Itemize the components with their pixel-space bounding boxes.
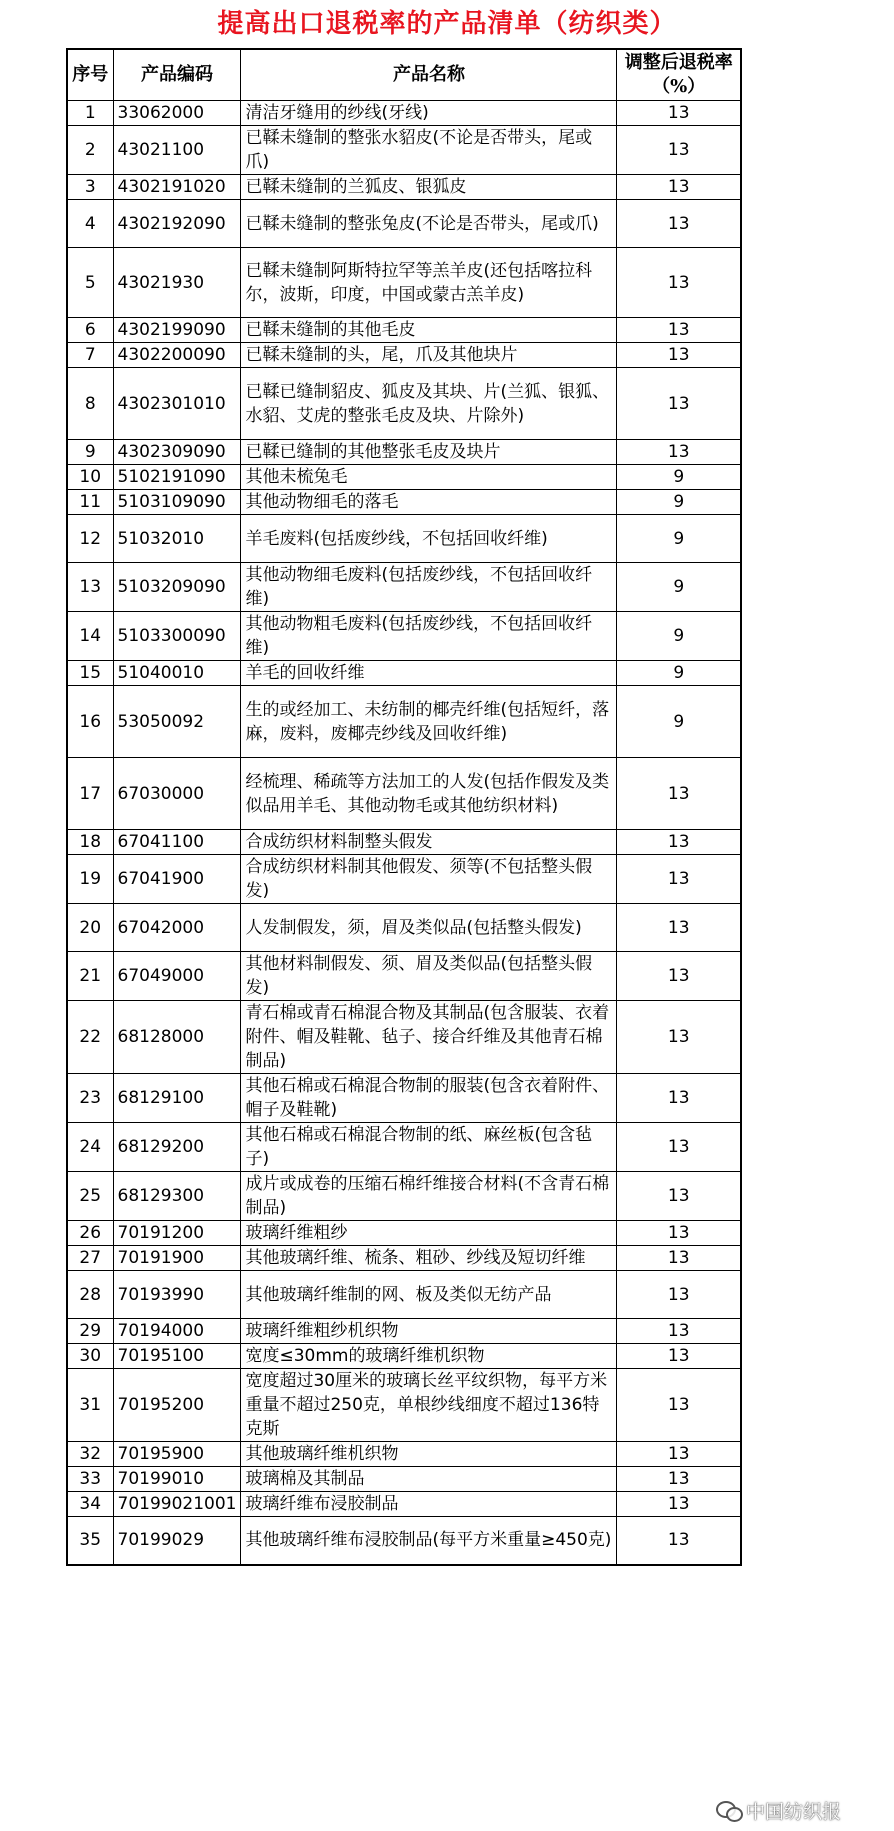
table-row <box>67 563 741 612</box>
row-rate-cell: 13 <box>617 440 741 465</box>
row-code-cell: 67041100 <box>113 830 241 855</box>
row-code-cell: 33062000 <box>113 101 241 126</box>
watermark <box>716 1795 841 1825</box>
row-code-cell: 43021100 <box>113 126 241 175</box>
row-name-cell: 其他石棉或石棉混合物制的纸、麻丝板(包含毡子) <box>241 1123 617 1172</box>
row-rate-cell: 13 <box>617 1492 741 1517</box>
row-name-cell: 玻璃纤维粗纱机织物 <box>241 1319 617 1344</box>
row-code-cell: 51040010 <box>113 661 241 686</box>
row-rate-cell: 13 <box>617 368 741 440</box>
row-name-cell: 其他材料制假发、须、眉及类似品(包括整头假发) <box>241 952 617 1001</box>
table-row <box>67 758 741 830</box>
row-name-cell: 其他玻璃纤维制的网、板及类似无纺产品 <box>241 1271 617 1319</box>
row-name-cell: 经梳理、稀疏等方法加工的人发(包括作假发及类似品用羊毛、其他动物毛或其他纺织材料) <box>241 758 617 830</box>
table-row <box>67 515 741 563</box>
row-no-cell: 27 <box>67 1246 113 1271</box>
row-rate-cell: 13 <box>617 200 741 248</box>
row-rate-cell: 13 <box>617 855 741 904</box>
row-rate-cell: 9 <box>617 465 741 490</box>
header-name: 产品名称 <box>241 49 617 101</box>
row-rate-cell: 13 <box>617 952 741 1001</box>
row-rate-cell: 13 <box>617 318 741 343</box>
table-row <box>67 200 741 248</box>
row-rate-cell: 9 <box>617 490 741 515</box>
row-code-cell: 67041900 <box>113 855 241 904</box>
row-name-cell: 已鞣未缝制阿斯特拉罕等羔羊皮(还包括喀拉科尔，波斯，印度，中国或蒙古羔羊皮) <box>241 248 617 318</box>
table-row <box>67 952 741 1001</box>
row-name-cell: 其他玻璃纤维布浸胶制品(每平方米重量≥450克) <box>241 1517 617 1565</box>
row-code-cell: 67049000 <box>113 952 241 1001</box>
row-rate-cell: 13 <box>617 1517 741 1565</box>
row-rate-cell: 13 <box>617 758 741 830</box>
row-rate-cell: 13 <box>617 1442 741 1467</box>
row-rate-cell: 13 <box>617 904 741 952</box>
row-name-cell: 羊毛废料(包括废纱线，不包括回收纤维) <box>241 515 617 563</box>
page-title: 提高出口退税率的产品清单（纺织类） <box>217 9 677 39</box>
row-code-cell: 67030000 <box>113 758 241 830</box>
row-code-cell: 53050092 <box>113 686 241 758</box>
row-rate-cell: 13 <box>617 126 741 175</box>
row-rate-cell: 13 <box>617 1221 741 1246</box>
row-no-cell: 11 <box>67 490 113 515</box>
table-body <box>67 101 741 1565</box>
row-name-cell: 其他动物细毛废料(包括废纱线，不包括回收纤维) <box>241 563 617 612</box>
row-name-cell: 已鞣已缝制的其他整张毛皮及块片 <box>241 440 617 465</box>
header-rate <box>617 49 741 101</box>
table-row <box>67 175 741 200</box>
table-row <box>67 440 741 465</box>
row-name-cell: 已鞣未缝制的其他毛皮 <box>241 318 617 343</box>
table-row <box>67 1123 741 1172</box>
row-no-cell: 35 <box>67 1517 113 1565</box>
row-rate-cell: 13 <box>617 1001 741 1074</box>
row-name-cell: 羊毛的回收纤维 <box>241 661 617 686</box>
row-name-cell: 玻璃棉及其制品 <box>241 1467 617 1492</box>
row-no-cell: 1 <box>67 101 113 126</box>
row-code-cell: 5102191090 <box>113 465 241 490</box>
row-code-cell: 70199010 <box>113 1467 241 1492</box>
row-no-cell: 20 <box>67 904 113 952</box>
row-no-cell: 34 <box>67 1492 113 1517</box>
row-name-cell: 其他未梳兔毛 <box>241 465 617 490</box>
row-rate-cell: 9 <box>617 612 741 661</box>
table-row <box>67 1369 741 1442</box>
table-row <box>67 1271 741 1319</box>
table-row <box>67 318 741 343</box>
table-row <box>67 661 741 686</box>
row-code-cell: 4302301010 <box>113 368 241 440</box>
row-code-cell: 70195200 <box>113 1369 241 1442</box>
row-rate-cell: 13 <box>617 1246 741 1271</box>
row-no-cell: 33 <box>67 1467 113 1492</box>
rebate-table <box>66 48 742 1566</box>
table-row <box>67 1344 741 1369</box>
table-row <box>67 490 741 515</box>
row-code-cell: 5103109090 <box>113 490 241 515</box>
row-name-cell: 已鞣未缝制的整张兔皮(不论是否带头，尾或爪) <box>241 200 617 248</box>
row-rate-cell: 9 <box>617 686 741 758</box>
row-name-cell: 玻璃纤维布浸胶制品 <box>241 1492 617 1517</box>
row-no-cell: 25 <box>67 1172 113 1221</box>
table-row <box>67 830 741 855</box>
table-row <box>67 1492 741 1517</box>
row-rate-cell: 13 <box>617 1344 741 1369</box>
row-no-cell: 15 <box>67 661 113 686</box>
row-code-cell: 43021930 <box>113 248 241 318</box>
row-no-cell: 7 <box>67 343 113 368</box>
row-code-cell: 70199021001 <box>113 1492 241 1517</box>
table-row <box>67 126 741 175</box>
row-name-cell: 宽度≤30mm的玻璃纤维机织物 <box>241 1344 617 1369</box>
row-name-cell: 玻璃纤维粗纱 <box>241 1221 617 1246</box>
row-no-cell: 21 <box>67 952 113 1001</box>
row-no-cell: 3 <box>67 175 113 200</box>
row-rate-cell: 9 <box>617 661 741 686</box>
row-no-cell: 6 <box>67 318 113 343</box>
header-row <box>67 49 741 101</box>
table-row <box>67 343 741 368</box>
row-name-cell: 青石棉或青石棉混合物及其制品(包含服装、衣着附件、帽及鞋靴、毡子、接合纤维及其他青石棉制品) <box>241 1001 617 1074</box>
table-row <box>67 904 741 952</box>
table-row <box>67 1467 741 1492</box>
table-row <box>67 855 741 904</box>
header-code: 产品编码 <box>113 49 241 101</box>
row-code-cell: 5103300090 <box>113 612 241 661</box>
row-code-cell: 51032010 <box>113 515 241 563</box>
row-no-cell: 17 <box>67 758 113 830</box>
row-rate-cell: 13 <box>617 1369 741 1442</box>
row-code-cell: 70193990 <box>113 1271 241 1319</box>
row-name-cell: 其他石棉或石棉混合物制的服装(包含衣着附件、帽子及鞋靴) <box>241 1074 617 1123</box>
row-code-cell: 68129300 <box>113 1172 241 1221</box>
table-row <box>67 612 741 661</box>
row-code-cell: 67042000 <box>113 904 241 952</box>
table-row <box>67 1221 741 1246</box>
row-rate-cell: 13 <box>617 1172 741 1221</box>
row-code-cell: 4302309090 <box>113 440 241 465</box>
header-no: 序号 <box>67 49 113 101</box>
row-rate-cell: 13 <box>617 830 741 855</box>
row-name-cell: 清洁牙缝用的纱线(牙线) <box>241 101 617 126</box>
row-rate-cell: 13 <box>617 1271 741 1319</box>
row-name-cell: 其他动物粗毛废料(包括废纱线，不包括回收纤维) <box>241 612 617 661</box>
table-row <box>67 1074 741 1123</box>
row-code-cell: 68129100 <box>113 1074 241 1123</box>
row-no-cell: 2 <box>67 126 113 175</box>
row-no-cell: 16 <box>67 686 113 758</box>
header-rate-line2: （%） <box>652 76 706 97</box>
row-no-cell: 22 <box>67 1001 113 1074</box>
table-row <box>67 368 741 440</box>
row-no-cell: 8 <box>67 368 113 440</box>
row-name-cell: 已鞣未缝制的兰狐皮、银狐皮 <box>241 175 617 200</box>
wechat-icon <box>716 1799 742 1821</box>
table-row <box>67 101 741 126</box>
header-rate-line1: 调整后退税率 <box>624 52 733 73</box>
table-row <box>67 465 741 490</box>
row-code-cell: 68129200 <box>113 1123 241 1172</box>
row-rate-cell: 13 <box>617 1074 741 1123</box>
row-code-cell: 5103209090 <box>113 563 241 612</box>
row-no-cell: 14 <box>67 612 113 661</box>
row-no-cell: 29 <box>67 1319 113 1344</box>
row-name-cell: 其他玻璃纤维、梳条、粗砂、纱线及短切纤维 <box>241 1246 617 1271</box>
row-code-cell: 68128000 <box>113 1001 241 1074</box>
row-rate-cell: 13 <box>617 1123 741 1172</box>
table-row <box>67 1319 741 1344</box>
row-no-cell: 19 <box>67 855 113 904</box>
row-code-cell: 4302200090 <box>113 343 241 368</box>
row-no-cell: 24 <box>67 1123 113 1172</box>
row-name-cell: 其他玻璃纤维机织物 <box>241 1442 617 1467</box>
row-name-cell: 已鞣已缝制貂皮、狐皮及其块、片(兰狐、银狐、水貂、艾虎的整张毛皮及块、片除外) <box>241 368 617 440</box>
row-name-cell: 成片或成卷的压缩石棉纤维接合材料(不含青石棉制品) <box>241 1172 617 1221</box>
table-row <box>67 1246 741 1271</box>
row-no-cell: 13 <box>67 563 113 612</box>
row-code-cell: 70191900 <box>113 1246 241 1271</box>
row-rate-cell: 9 <box>617 515 741 563</box>
table-row <box>67 1442 741 1467</box>
row-no-cell: 32 <box>67 1442 113 1467</box>
row-rate-cell: 13 <box>617 175 741 200</box>
table-row <box>67 1001 741 1074</box>
row-no-cell: 31 <box>67 1369 113 1442</box>
row-no-cell: 10 <box>67 465 113 490</box>
row-no-cell: 30 <box>67 1344 113 1369</box>
row-rate-cell: 13 <box>617 1319 741 1344</box>
row-name-cell: 已鞣未缝制的头，尾，爪及其他块片 <box>241 343 617 368</box>
row-name-cell: 宽度超过30厘米的玻璃长丝平纹织物，每平方米重量不超过250克，单根纱线细度不超过136特克斯 <box>241 1369 617 1442</box>
row-no-cell: 5 <box>67 248 113 318</box>
row-rate-cell: 13 <box>617 101 741 126</box>
row-no-cell: 9 <box>67 440 113 465</box>
row-no-cell: 28 <box>67 1271 113 1319</box>
row-no-cell: 4 <box>67 200 113 248</box>
row-name-cell: 其他动物细毛的落毛 <box>241 490 617 515</box>
row-name-cell: 合成纺织材料制整头假发 <box>241 830 617 855</box>
row-name-cell: 已鞣未缝制的整张水貂皮(不论是否带头，尾或爪) <box>241 126 617 175</box>
row-code-cell: 70195100 <box>113 1344 241 1369</box>
table-row <box>67 248 741 318</box>
row-code-cell: 70195900 <box>113 1442 241 1467</box>
row-code-cell: 4302199090 <box>113 318 241 343</box>
watermark-text: 中国纺织报 <box>746 1800 842 1823</box>
table-row <box>67 1172 741 1221</box>
row-code-cell: 4302191020 <box>113 175 241 200</box>
row-code-cell: 70191200 <box>113 1221 241 1246</box>
row-code-cell: 70194000 <box>113 1319 241 1344</box>
table-row <box>67 1517 741 1565</box>
row-no-cell: 18 <box>67 830 113 855</box>
row-name-cell: 生的或经加工、未纺制的椰壳纤维(包括短纤，落麻，废料，废椰壳纱线及回收纤维) <box>241 686 617 758</box>
row-no-cell: 23 <box>67 1074 113 1123</box>
row-no-cell: 12 <box>67 515 113 563</box>
row-no-cell: 26 <box>67 1221 113 1246</box>
row-name-cell: 人发制假发，须，眉及类似品(包括整头假发) <box>241 904 617 952</box>
row-rate-cell: 9 <box>617 563 741 612</box>
row-rate-cell: 13 <box>617 343 741 368</box>
row-code-cell: 70199029 <box>113 1517 241 1565</box>
row-rate-cell: 13 <box>617 1467 741 1492</box>
row-rate-cell: 13 <box>617 248 741 318</box>
row-code-cell: 4302192090 <box>113 200 241 248</box>
row-name-cell: 合成纺织材料制其他假发、须等(不包括整头假发) <box>241 855 617 904</box>
table-row <box>67 686 741 758</box>
